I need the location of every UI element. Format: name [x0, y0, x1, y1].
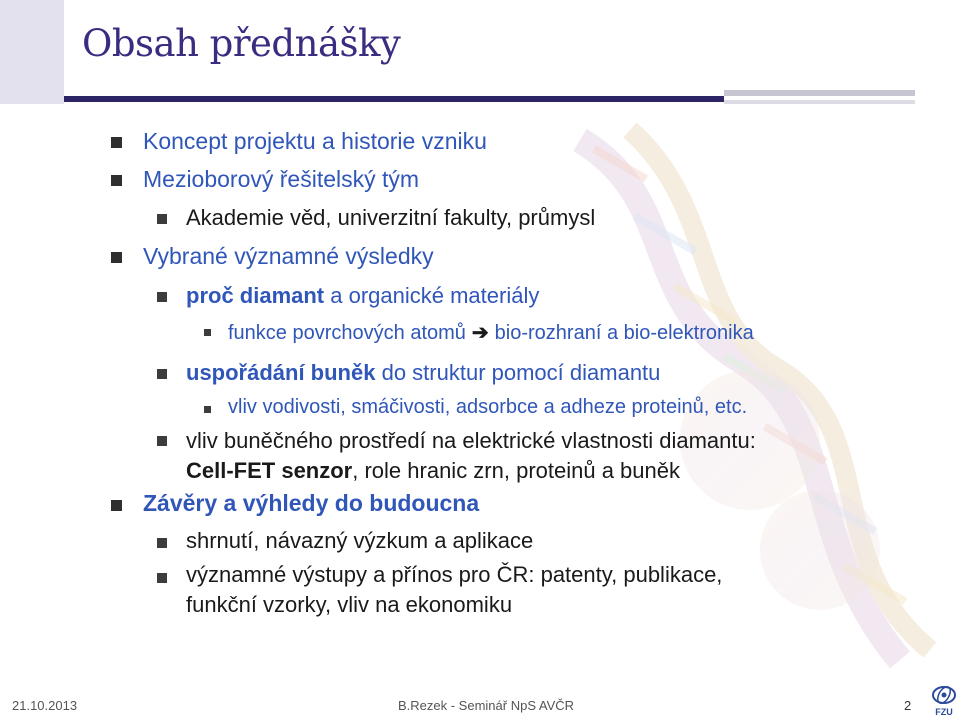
- bullet-marker: [111, 252, 122, 263]
- bullet-item: Mezioborový řešitelský tým: [143, 166, 420, 192]
- bullet-item: Vybrané významné výsledky: [143, 243, 434, 269]
- bullet-marker: [111, 137, 122, 148]
- bullet-item: [186, 283, 539, 309]
- bullet-item-line-1: vliv buněčného prostředí na elektrické vlastnosti diamantu:: [186, 428, 756, 453]
- bullet-item-emphasis: uspořádání buněk: [186, 360, 376, 385]
- bullet-marker: [157, 436, 167, 446]
- bullet-marker: [157, 369, 167, 379]
- bullet-item-emphasis: Cell-FET senzor: [186, 458, 353, 483]
- bullet-item-line-2: funkční vzorky, vliv na ekonomiku: [186, 592, 513, 617]
- bullet-item-emphasis: proč diamant: [186, 283, 325, 308]
- logo-text: FZU: [935, 707, 953, 717]
- bullet-item: Akademie věd, univerzitní fakulty, průmysl: [186, 205, 596, 230]
- bullet-item: shrnutí, návazný výzkum a aplikace: [186, 528, 534, 553]
- bullet-item-line-1: významné výstupy a přínos pro ČR: patenty, publikace,: [186, 562, 723, 587]
- bullet-item: Koncept projektu a historie vzniku: [143, 128, 487, 154]
- bullet-item-rest: , role hranic zrn, proteinů a buněk: [352, 458, 680, 483]
- bullet-item-line-2: [186, 458, 680, 484]
- bullet-marker: [204, 406, 211, 413]
- bullet-marker: [157, 573, 167, 583]
- footer-date: 21.10.2013: [12, 698, 78, 713]
- bullet-marker: [111, 175, 122, 186]
- footer-author: B.Rezek - Seminář NpS AVČR: [398, 698, 575, 713]
- bullet-item: Závěry a výhledy do budoucna: [143, 490, 480, 516]
- bullet-marker: [157, 214, 167, 224]
- bullet-item: [186, 360, 660, 386]
- fzu-logo-icon: [930, 684, 958, 718]
- page-number: 2: [904, 698, 912, 713]
- bullet-item-part: bio-rozhraní a bio-elektronika: [494, 322, 754, 344]
- bullet-item-rest: do struktur pomocí diamantu: [375, 360, 661, 385]
- slide-title: Obsah přednášky: [82, 22, 401, 65]
- bullet-marker: [111, 500, 122, 511]
- bullet-item: vliv vodivosti, smáčivosti, adsorbce a adheze proteinů, etc.: [228, 396, 748, 418]
- bullet-marker: [204, 329, 211, 336]
- right-arrow-icon: ➔: [471, 322, 489, 344]
- bullet-item-part: funkce povrchových atomů: [228, 322, 466, 344]
- bullet-item-rest: a organické materiály: [324, 283, 540, 308]
- bullet-marker: [157, 538, 167, 548]
- bullet-item: [228, 320, 754, 345]
- bullet-marker: [157, 292, 167, 302]
